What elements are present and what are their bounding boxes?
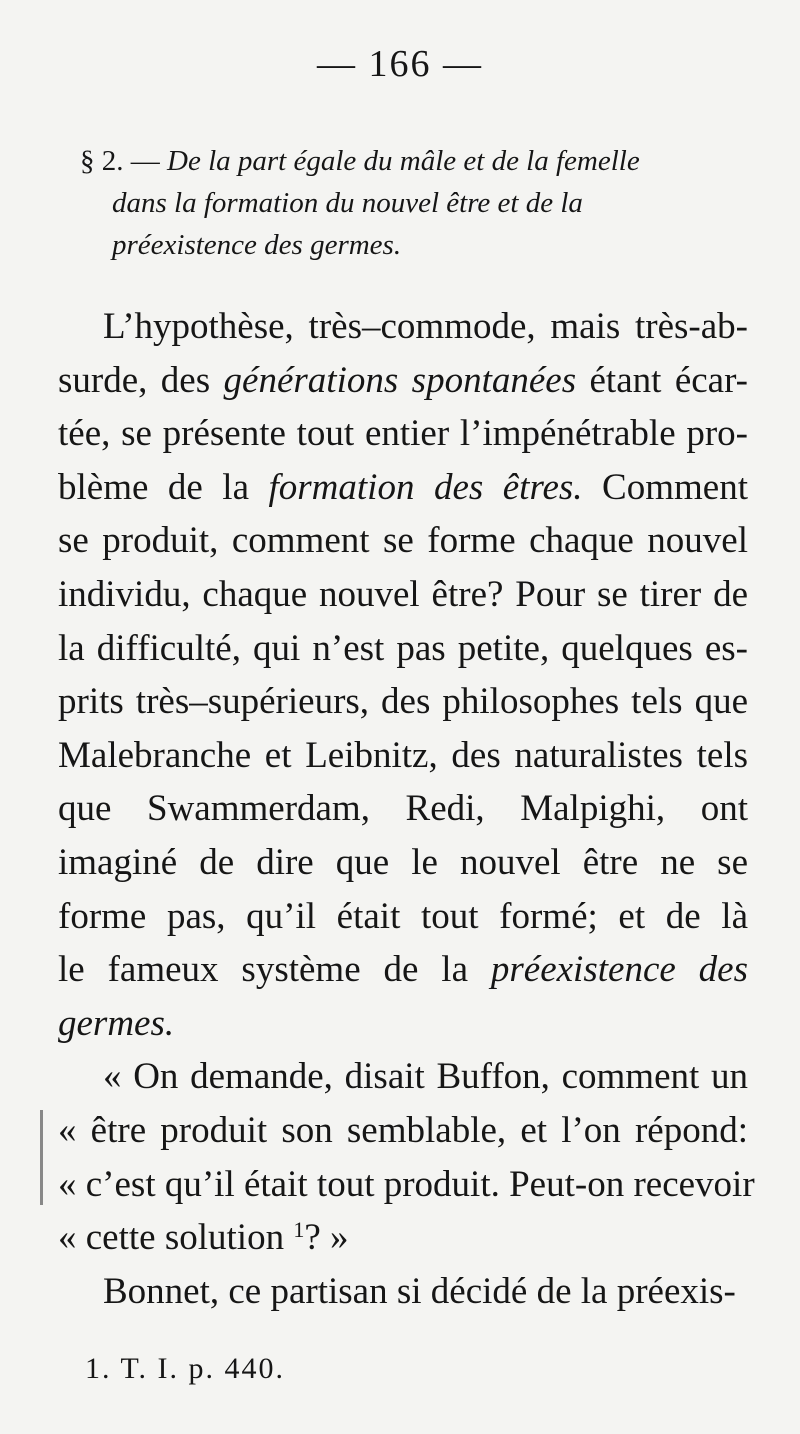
italic-term: germes. — [58, 1002, 175, 1044]
paragraph-1-line: prits très–supérieurs, des philosophes tels que — [58, 681, 748, 723]
section-number: § 2. — — [80, 145, 160, 177]
paragraph-2-line: Bonnet, ce partisan si décidé de la préexis- — [103, 1270, 736, 1312]
quotation-end: ? » — [304, 1217, 349, 1259]
margin-line-mark — [40, 1110, 43, 1205]
quotation-line: « c’est qu’il était tout produit. Peut-on recevoir — [58, 1163, 755, 1205]
quotation-line: « cette solution $^1$? » — [58, 1217, 349, 1259]
page-number: — 166 — — [317, 43, 483, 85]
footnote: 1. T. I. p. 440. — [85, 1352, 286, 1385]
paragraph-1-line: surde, des générations spontanées étant écar- — [58, 359, 748, 401]
paragraph-1-line: imaginé de dire que le nouvel être ne se — [58, 841, 748, 883]
paragraph-1 — [58, 300, 748, 1050]
body-text — [58, 300, 755, 1318]
paragraph-1-line: la difficulté, qui n’est pas petite, quelques es- — [58, 627, 748, 669]
paragraph-1-line: forme pas, qu’il était tout formé; et de là — [58, 895, 748, 937]
heading-title-line-2: dans la formation du nouvel être et de la — [112, 187, 583, 219]
paragraph-1-line: individu, chaque nouvel être? Pour se tirer de — [58, 573, 748, 615]
italic-term: générations spontanées — [223, 359, 577, 401]
italic-term: préexistence des — [490, 949, 748, 991]
paragraph-1-line: L’hypothèse, très–commode, mais très-ab- — [103, 306, 748, 347]
heading-title-line-3: préexistence des germes. — [112, 229, 402, 261]
paragraph-1-line: le fameux système de la préexistence des — [58, 949, 748, 991]
footnote-reference: 1 — [293, 1217, 305, 1243]
quotation — [58, 1050, 755, 1264]
paragraph-1-line: que Swammerdam, Redi, Malpighi, ont — [58, 788, 748, 830]
paragraph-1-line — [58, 997, 748, 1051]
paragraph-1-line: se produit, comment se forme chaque nouvel — [58, 520, 748, 562]
paragraph-1-line: blème de la formation des êtres. Comment — [58, 466, 748, 508]
section-heading — [80, 140, 730, 266]
quotation-line: « On demande, disait Buffon, comment un — [103, 1056, 748, 1098]
heading-title-line-1: De la part égale du mâle et de la femelle — [167, 145, 640, 177]
paragraph-1-line: Malebranche et Leibnitz, des naturalistes tels — [58, 734, 748, 776]
quotation-line: « être produit son semblable, et l’on répond: — [58, 1109, 748, 1151]
paragraph-1-line: tée, se présente tout entier l’impénétrable pro- — [58, 413, 748, 455]
italic-term: formation des êtres. — [268, 466, 583, 508]
heading-line-1 — [80, 140, 730, 182]
